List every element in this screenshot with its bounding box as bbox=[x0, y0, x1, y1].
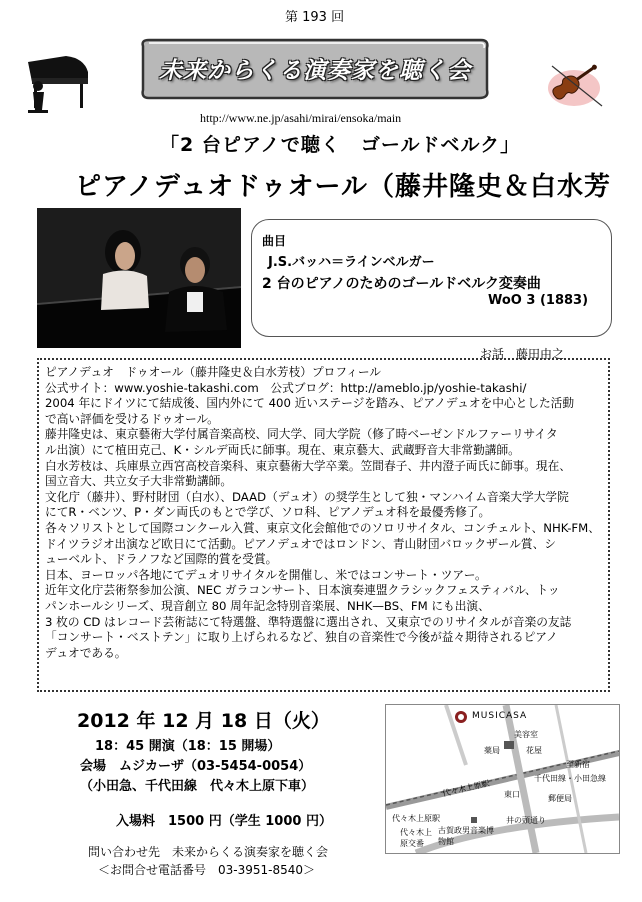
map-label: 東口 bbox=[504, 790, 520, 799]
concert-title: ピアノデュオドゥオール（藤井隆史＆白水芳 bbox=[75, 172, 611, 202]
piano-player-icon bbox=[22, 48, 94, 120]
map-label: 花屋 bbox=[526, 746, 542, 755]
profile-line: ル出演）にて植田克己、K・シルデ両氏に師事。現在、東京藝大、武蔵野音大非常勤講師。 bbox=[45, 442, 520, 457]
event-series-title: 未来からくる演奏家を聴く会 bbox=[159, 58, 471, 84]
map-label: 至新宿 bbox=[566, 760, 590, 769]
concert-subtitle: 「2 台ピアノで聴く ゴールドベルク」 bbox=[160, 134, 521, 156]
profile-line: 公式サイト：www.yoshie-takashi.com 公式ブログ：http://ameblo.jp/yoshie-takashi/ bbox=[45, 380, 527, 395]
map-label: 薬局 bbox=[484, 746, 500, 755]
profile-line: ピアノデュオ ドゥオール（藤井隆史＆白水芳枝）プロフィール bbox=[45, 365, 381, 379]
admission-fee: 入場料 1500 円（学生 1000 円） bbox=[116, 814, 332, 829]
event-access: （小田急、千代田線 代々木上原下車） bbox=[80, 779, 315, 794]
program-box bbox=[251, 219, 612, 337]
event-date: 2012 年 12 月 18 日（火） bbox=[77, 710, 330, 732]
profile-text bbox=[45, 365, 605, 661]
profile-line: で高い評価を受けるドゥオール。 bbox=[45, 411, 219, 426]
profile-line: 「コンサート・ベストテン」に取り上げられるなど、独自の音楽性で今後が益々期待されるピアノ bbox=[45, 630, 558, 645]
program-catalog: WoO 3 (1883) bbox=[488, 293, 589, 308]
map-label: 美容室 bbox=[514, 730, 538, 739]
issue-number: 第 193 回 bbox=[285, 10, 345, 25]
map-venue-brand: MUSICASA bbox=[472, 711, 528, 721]
map-label: 千代田線・小田急線 bbox=[534, 774, 606, 783]
map-label: 古賀政男音楽博物館 bbox=[438, 826, 494, 846]
map-label: 代々木上原交番 bbox=[400, 828, 432, 848]
map-label: 郵便局 bbox=[548, 794, 572, 803]
profile-line: 文化庁（藤井）、野村財団（白水）、DAAD（デュオ）の奨学生として独・マンハイム音楽大学大学院 bbox=[45, 489, 569, 504]
profile-line: にてR・ベンツ、P・ダン両氏のもとで学び、ソロ科、ピアノデュオ科を最優秀修了。 bbox=[45, 505, 491, 520]
profile-line: 藤井隆史は、東京藝術大学付属音楽高校、同大学、同大学院（修了時ベーゼンドルファーリサイタ bbox=[45, 427, 558, 442]
profile-line: 国立音大、共立女子大非常勤講師。 bbox=[45, 474, 233, 489]
talk-speaker: お話 藤田由之 bbox=[480, 347, 565, 361]
profile-line: ューベルト、ドラノフなど国際的賞を受賞。 bbox=[45, 552, 278, 567]
event-time: 18：45 開演（18：15 開場） bbox=[95, 739, 281, 754]
map-label: 代々木上原駅 bbox=[392, 814, 440, 823]
website-url: http://www.ne.jp/asahi/mirai/ensoka/main bbox=[200, 111, 402, 125]
program-composer: J.S.バッハ＝ラインベルガー bbox=[268, 255, 435, 270]
venue-map bbox=[385, 704, 620, 854]
profile-line: 2004 年にドイツにて結成後、国内外にて 400 近いステージを踏み、ピアノデュオを中心とした活動 bbox=[45, 396, 575, 411]
map-label: 井の頭通り bbox=[506, 816, 546, 825]
violin-icon bbox=[540, 56, 612, 118]
profile-line: 3 枚の CD はレコード芸術誌にて特選盤、準特選盤に選出され、又東京でのリサイタルが音楽の友誌 bbox=[45, 614, 572, 629]
profile-line: デュオである。 bbox=[45, 645, 127, 660]
contact-phone: ＜お問合せ電話番号 03-3951-8540＞ bbox=[98, 863, 316, 877]
profile-line: ドイツラジオ出演など欧日にて活動。ピアノデュオではロンドン、青山財団バロックザール賞、シ bbox=[45, 536, 556, 551]
profile-line: 近年文化庁芸術祭参加公演、NEC ガラコンサート、日本演奏連盟クラシックフェスティバル、トッ bbox=[45, 583, 560, 598]
contact-organizer: 問い合わせ先 未来からくる演奏家を聴く会 bbox=[88, 845, 329, 859]
profile-line: パンホールシリーズ、現音創立 80 周年記念特別音楽展、NHK—BS、FM にも出演、 bbox=[45, 598, 490, 613]
performers-photo bbox=[37, 208, 241, 348]
program-piece: 2 台のピアノのためのゴールドベルク変奏曲 bbox=[262, 276, 541, 292]
event-venue: 会場 ムジカーザ（03-5454-0054） bbox=[80, 759, 312, 774]
profile-line: 日本、ヨーロッパ各地にてデュオリサイタルを開催し、米ではコンサート・ツアー。 bbox=[45, 567, 487, 582]
map-label: 代々木上原駅 bbox=[441, 778, 491, 799]
program-heading: 曲目 bbox=[262, 234, 287, 248]
profile-line: 各々ソリストとして国際コンクール入賞、東京文化会館他でのソロリサイタル、コンチェルト、NHK-FM、 bbox=[45, 520, 600, 535]
profile-line: 白水芳枝は、兵庫県立西宮高校音楽科、東京藝術大学卒業。笠間春子、井内澄子両氏に師事。現在、 bbox=[45, 458, 571, 473]
